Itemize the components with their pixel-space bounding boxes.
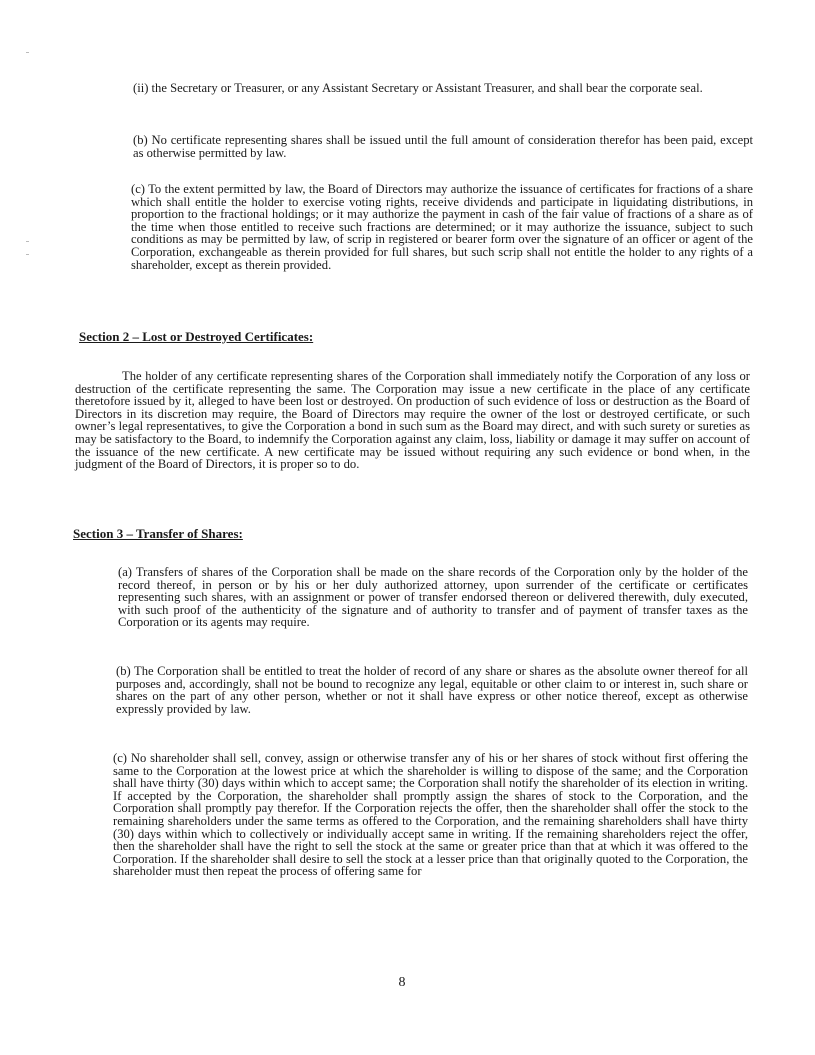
paragraph-b-holder-of-record: (b) The Corporation shall be entitled to treat the holder of record of any share or shares as the absolute owner thereof for all purposes and, accordingly, shall not be bound to recognize any legal, equitable or other claim to or interest in, such share or shares on the part of any other person, whether or not it shall have express or other notice thereof, except as otherwise expressly provided by law. [116,664,748,716]
page-number: 8 [398,975,406,990]
paragraph-b-consideration: (b) No certificate representing shares shall be issued until the full amount of consideration therefor has been paid, except as otherwise permitted by law. [133,133,753,160]
section-3-heading: Section 3 – Transfer of Shares: [73,526,243,541]
paragraph-c-right-of-first-refusal: (c) No shareholder shall sell, convey, assign or otherwise transfer any of his or her shares of stock without first offering the same to the Corporation at the lowest price at which the shareholder is willing to dispose of the same; and the Corporation shall have thirty (30) days within which to accept same; the Corporation shall notify the shareholder of its election in writing. If accepted by the Corporation, the shareholder shall promptly assign the shares of stock to the Corporation, and the Corporation shall promptly pay therefor. If the Corporation rejects the offer, then the shareholder shall offer the stock to the remaining shareholders under the same terms as offered to the Corporation, and the remaining shareholders shall have thirty (30) days within which to collectively or individually accept same in writing. If the remaining shareholders reject the offer, then the shareholder shall have the right to sell the stock at the same or greater price than that at which it was offered to the Corporation. If the shareholder shall desire to sell the stock at a lesser price than that originally quoted to the Corporation, the shareholder must then repeat the process of offering same for [113,751,748,879]
margin-mark [26,52,29,53]
paragraph-lost-certificates: The holder of any certificate representing shares of the Corporation shall immediately notify the Corporation of any loss or destruction of the certificate representing the same. The Corporation may issue a new certificate in the place of any certificate theretofore issued by it, alleged to have been lost or destroyed. On production of such evidence of loss or destruction as the Board of Directors in its discretion may require, the Board of Directors may require the owner of the lost or destroyed certificate, or such owner’s legal representatives, to give the Corporation a bond in such sum as the Board may direct, and with such surety or sureties as may be satisfactory to the Board, to indemnify the Corporation against any claim, loss, liability or damage it may suffer on account of the issuance of the new certificate. A new certificate may be issued without requiring any such evidence or bond when, in the judgment of the Board of Directors, it is proper so to do. [75,369,750,472]
margin-mark [26,254,29,255]
margin-mark [26,241,29,242]
paragraph-a-transfers: (a) Transfers of shares of the Corporation shall be made on the share records of the Corporation only by the holder of the record thereof, in person or by his or her duly authorized attorney, upon surrender of the certificate or certificates representing such shares, with an assignment or power of transfer endorsed thereon or delivered therewith, duly executed, with such proof of the authenticity of the signature and of authority to transfer and of payment of transfer taxes as the Corporation or its agents may require. [118,565,748,630]
section-2-heading: Section 2 – Lost or Destroyed Certificates: [79,329,314,344]
paragraph-signatories-ii: (ii) the Secretary or Treasurer, or any Assistant Secretary or Assistant Treasurer, and shall bear the corporate seal. [133,81,703,95]
paragraph-c-fractional-shares: (c) To the extent permitted by law, the Board of Directors may authorize the issuance of certificates for fractions of a share which shall entitle the holder to exercise voting rights, receive dividends and participate in liquidating distributions, in proportion to the fractional holdings; or it may authorize the payment in cash of the fair value of fractions of a share as of the time when those entitled to receive such fractions are determined; or it may authorize the issuance, subject to such conditions as may be permitted by law, of scrip in registered or bearer form over the signature of an officer or agent of the Corporation, exchangeable as therein provided for full shares, but such scrip shall not entitle the holder to any rights of a shareholder, except as therein provided. [131,182,753,272]
